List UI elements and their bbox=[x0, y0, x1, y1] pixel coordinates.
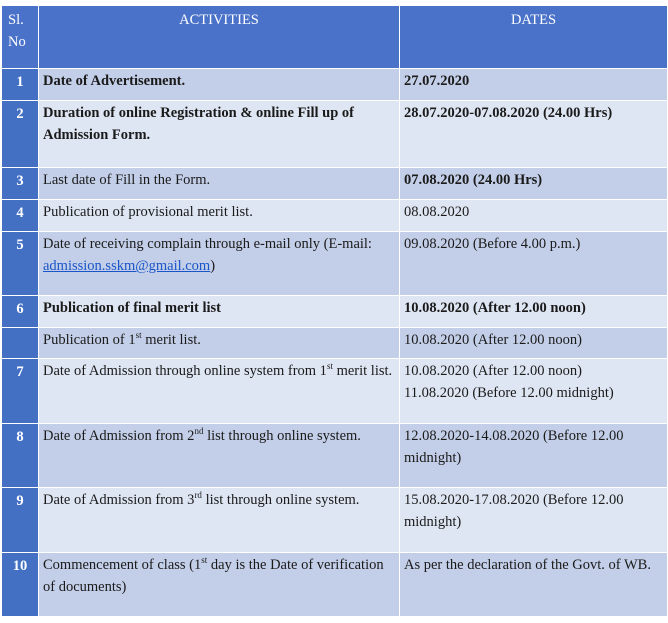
row-activity: Duration of online Registration & online Fill up of Admission Form. bbox=[39, 101, 400, 168]
table-row bbox=[2, 232, 668, 296]
row-activity: Date of Admission through online system from 1st merit list. bbox=[39, 359, 400, 424]
row-date: 10.08.2020 (After 12.00 noon) bbox=[400, 296, 668, 328]
table-row bbox=[2, 488, 668, 553]
row-date: 15.08.2020-17.08.2020 (Before 12.00 midnight) bbox=[400, 488, 668, 553]
row-activity: Date of Advertisement. bbox=[39, 69, 400, 101]
table-row bbox=[2, 168, 668, 200]
email-link[interactable]: admission.sskm@gmail.com bbox=[43, 258, 211, 274]
row-number: 5 bbox=[2, 232, 39, 296]
table-row bbox=[2, 101, 668, 168]
table-row bbox=[2, 200, 668, 232]
row-number bbox=[2, 328, 39, 359]
row-activity: Date of receiving complain through e-mail only (E-mail: admission.sskm@gmail.com) bbox=[39, 232, 400, 296]
row-date: 10.08.2020 (After 12.00 noon) 11.08.2020 (Before 12.00 midnight) bbox=[400, 359, 668, 424]
table-row bbox=[2, 69, 668, 101]
table-row bbox=[2, 296, 668, 328]
row-date: 07.08.2020 (24.00 Hrs) bbox=[400, 168, 668, 200]
row-activity: Last date of Fill in the Form. bbox=[39, 168, 400, 200]
row-number: 7 bbox=[2, 359, 39, 424]
activities-schedule-table bbox=[1, 5, 668, 617]
row-date: As per the declaration of the Govt. of WB. bbox=[400, 553, 668, 617]
table-header-row bbox=[2, 6, 668, 69]
header-dates: DATES bbox=[400, 6, 668, 69]
row-activity: Publication of final merit list bbox=[39, 296, 400, 328]
row-number: 1 bbox=[2, 69, 39, 101]
row-activity: Publication of 1st merit list. bbox=[39, 328, 400, 359]
row-activity: Publication of provisional merit list. bbox=[39, 200, 400, 232]
table-row bbox=[2, 328, 668, 359]
row-number: 6 bbox=[2, 296, 39, 328]
row-activity: Date of Admission from 3rd list through online system. bbox=[39, 488, 400, 553]
row-activity: Date of Admission from 2nd list through online system. bbox=[39, 424, 400, 488]
header-activities: ACTIVITIES bbox=[39, 6, 400, 69]
header-sl-no: Sl. No bbox=[2, 6, 39, 69]
row-number: 3 bbox=[2, 168, 39, 200]
row-date: 12.08.2020-14.08.2020 (Before 12.00 midnight) bbox=[400, 424, 668, 488]
row-activity: Commencement of class (1st day is the Date of verification of documents) bbox=[39, 553, 400, 617]
table-row bbox=[2, 359, 668, 424]
row-number: 8 bbox=[2, 424, 39, 488]
row-number: 4 bbox=[2, 200, 39, 232]
row-date: 10.08.2020 (After 12.00 noon) bbox=[400, 328, 668, 359]
table-row bbox=[2, 424, 668, 488]
row-number: 9 bbox=[2, 488, 39, 553]
row-date: 27.07.2020 bbox=[400, 69, 668, 101]
row-number: 2 bbox=[2, 101, 39, 168]
table-row bbox=[2, 553, 668, 617]
row-date: 28.07.2020-07.08.2020 (24.00 Hrs) bbox=[400, 101, 668, 168]
row-date: 08.08.2020 bbox=[400, 200, 668, 232]
row-date: 09.08.2020 (Before 4.00 p.m.) bbox=[400, 232, 668, 296]
row-number: 10 bbox=[2, 553, 39, 617]
